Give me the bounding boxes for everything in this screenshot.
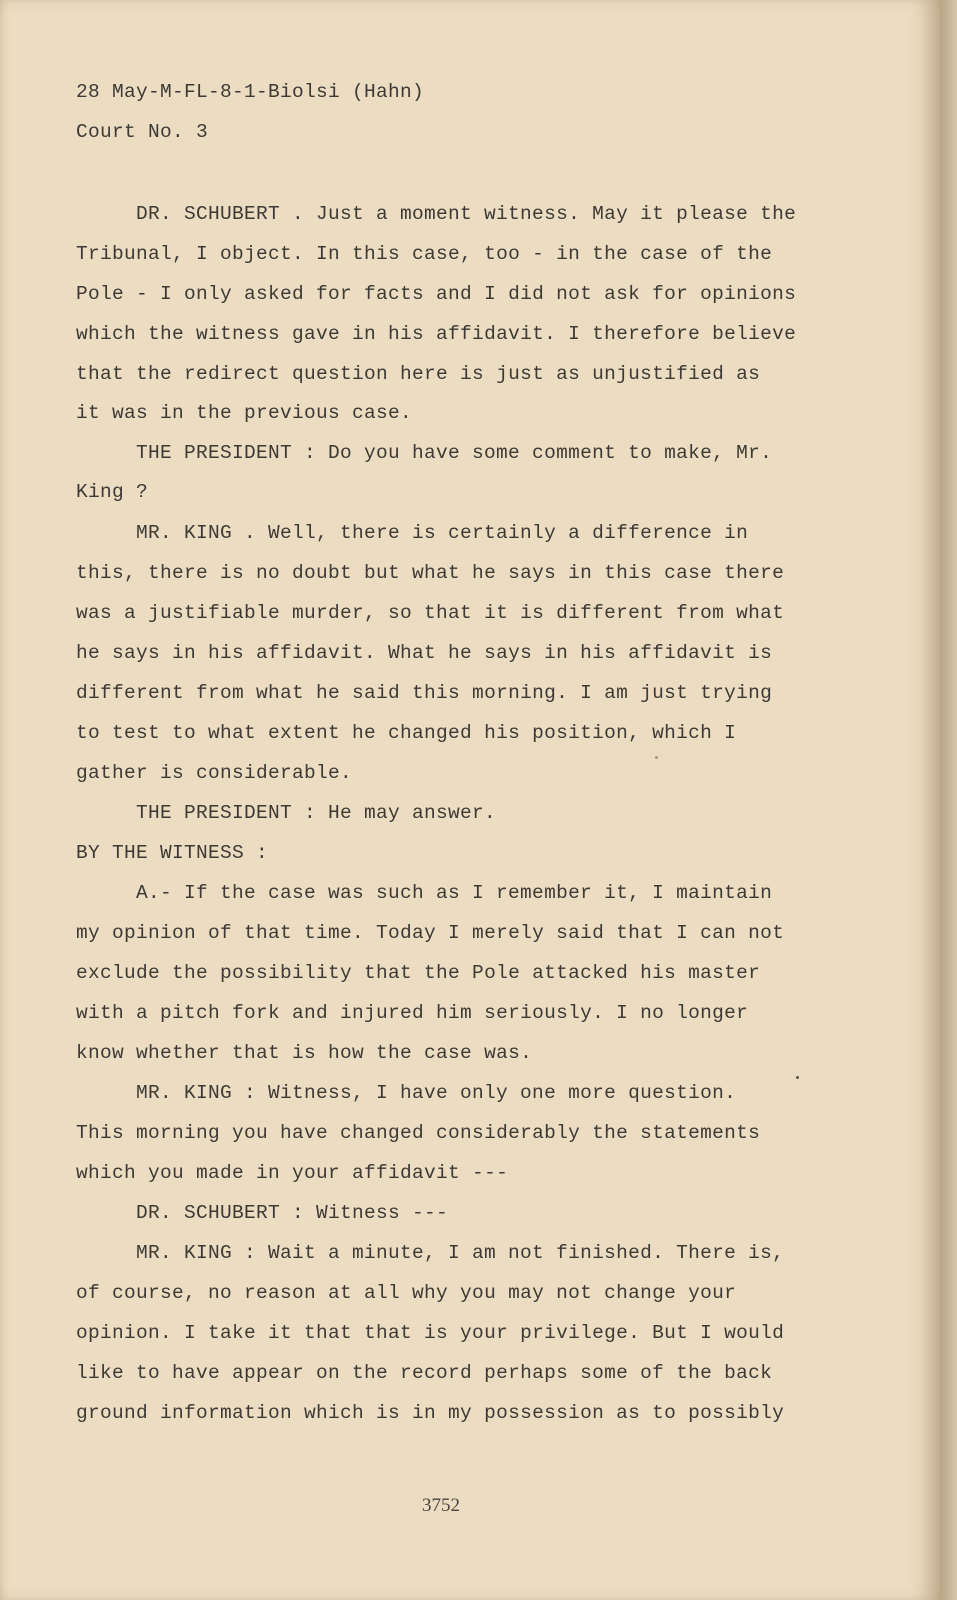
text-line: MR. KING . Well, there is certainly a difference in: [136, 522, 749, 544]
text-line: This morning you have changed considerably the statements: [76, 1122, 761, 1144]
text-line: like to have appear on the record perhaps some of the back: [76, 1362, 773, 1384]
text-line: it was in the previous case.: [76, 402, 413, 424]
text-line: to test to what extent he changed his position, which I: [76, 722, 737, 744]
text-line: MR. KING : Witness, I have only one more question.: [136, 1082, 737, 1104]
text-line: Pole - I only asked for facts and I did not ask for opinions: [76, 283, 797, 305]
text-line: which you made in your affidavit ---: [76, 1162, 509, 1184]
text-line: gather is considerable.: [76, 762, 353, 784]
text-line: THE PRESIDENT : He may answer.: [136, 802, 497, 824]
text-line: ground information which is in my possession as to possibly: [76, 1402, 785, 1424]
page-number: 3752: [422, 1495, 460, 1516]
paper-edge: [940, 0, 957, 1600]
text-line: my opinion of that time. Today I merely said that I can not: [76, 922, 785, 944]
text-line: A.- If the case was such as I remember it, I maintain: [136, 882, 773, 904]
text-line: DR. SCHUBERT . Just a moment witness. May it please the: [136, 203, 797, 225]
text-line: this, there is no doubt but what he says in this case there: [76, 562, 785, 584]
ink-speck: [655, 756, 658, 759]
text-line: BY THE WITNESS :: [76, 842, 269, 864]
header-court-number: Court No. 3: [76, 121, 209, 143]
text-line: of course, no reason at all why you may not change your: [76, 1282, 737, 1304]
text-line: Tribunal, I object. In this case, too - in the case of the: [76, 243, 773, 265]
text-line: with a pitch fork and injured him seriously. I no longer: [76, 1002, 749, 1024]
header-case-reference: 28 May-M-FL-8-1-Biolsi (Hahn): [76, 81, 425, 103]
text-line: THE PRESIDENT : Do you have some comment to make, Mr.: [136, 442, 773, 464]
text-line: King ?: [76, 481, 149, 503]
text-line: know whether that is how the case was.: [76, 1042, 533, 1064]
text-line: MR. KING : Wait a minute, I am not finished. There is,: [136, 1242, 785, 1264]
text-line: opinion. I take it that that is your privilege. But I would: [76, 1322, 785, 1344]
text-line: DR. SCHUBERT : Witness ---: [136, 1202, 449, 1224]
text-line: he says in his affidavit. What he says in his affidavit is: [76, 642, 773, 664]
text-line: that the redirect question here is just as unjustified as: [76, 363, 761, 385]
text-line: was a justifiable murder, so that it is different from what: [76, 602, 785, 624]
text-line: exclude the possibility that the Pole attacked his master: [76, 962, 761, 984]
ink-speck: [796, 1076, 799, 1079]
text-line: which the witness gave in his affidavit. I therefore believe: [76, 323, 797, 345]
text-line: different from what he said this morning. I am just trying: [76, 682, 773, 704]
